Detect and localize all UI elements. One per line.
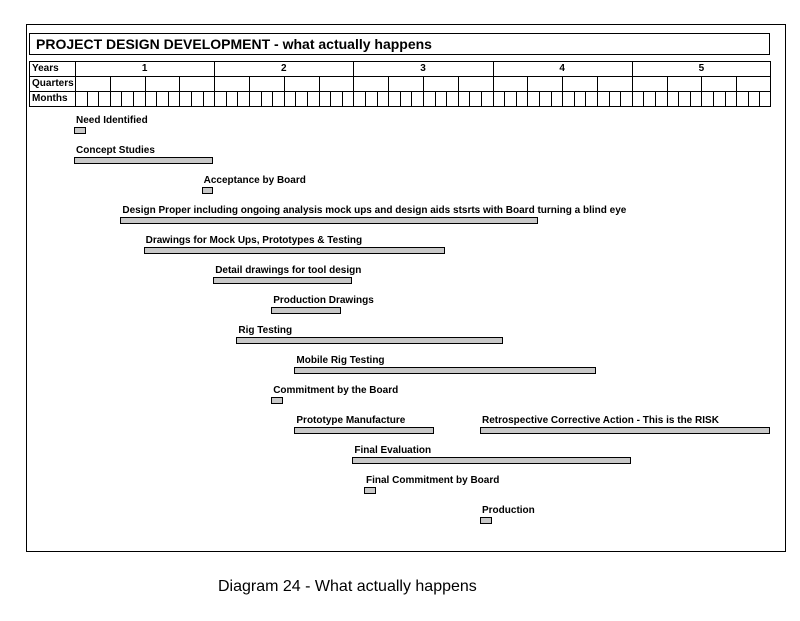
month-divider — [191, 92, 192, 106]
years-row-label: Years — [32, 63, 59, 74]
month-divider — [237, 92, 238, 106]
quarter-divider — [110, 77, 111, 106]
label-column-divider — [75, 62, 76, 106]
month-divider — [226, 92, 227, 106]
year-divider — [632, 62, 633, 106]
month-divider — [330, 92, 331, 106]
month-divider — [713, 92, 714, 106]
timeline-header — [29, 61, 771, 107]
task-bar — [144, 247, 446, 254]
task-bar — [480, 517, 492, 524]
task-bar — [120, 217, 538, 224]
month-divider — [585, 92, 586, 106]
quarter-divider — [458, 77, 459, 106]
quarter-divider — [284, 77, 285, 106]
quarter-divider — [179, 77, 180, 106]
month-divider — [469, 92, 470, 106]
year-divider — [214, 62, 215, 106]
title-box — [29, 33, 770, 55]
task-label: Commitment by the Board — [273, 385, 399, 396]
month-divider — [516, 92, 517, 106]
month-divider — [133, 92, 134, 106]
month-divider — [87, 92, 88, 106]
year-label: 3 — [420, 63, 426, 74]
month-divider — [748, 92, 749, 106]
task-label: Production Drawings — [273, 295, 374, 306]
quarter-divider — [562, 77, 563, 106]
task-label: Concept Studies — [76, 145, 155, 156]
month-divider — [121, 92, 122, 106]
task-label: Production — [482, 505, 535, 516]
task-bar — [352, 457, 630, 464]
year-label: 4 — [559, 63, 565, 74]
task-bar — [236, 337, 503, 344]
month-divider — [307, 92, 308, 106]
month-divider — [725, 92, 726, 106]
task-bar — [364, 487, 376, 494]
month-divider — [261, 92, 262, 106]
month-divider — [504, 92, 505, 106]
diagram-caption: Diagram 24 - What actually happens — [218, 578, 477, 595]
task-label: Acceptance by Board — [203, 175, 306, 186]
month-divider — [168, 92, 169, 106]
month-divider — [539, 92, 540, 106]
task-label: Detail drawings for tool design — [215, 265, 362, 276]
task-label: Prototype Manufacture — [296, 415, 406, 426]
quarter-divider — [388, 77, 389, 106]
task-label: Final Commitment by Board — [366, 475, 500, 486]
year-divider — [493, 62, 494, 106]
quarter-divider — [527, 77, 528, 106]
task-label: Design Proper including ongoing analysis mock ups and design aids stsrts with Board turning a blind eye — [122, 205, 627, 216]
quarters-row — [30, 77, 770, 92]
task-bar — [480, 427, 770, 434]
month-divider — [643, 92, 644, 106]
task-bar — [213, 277, 352, 284]
month-divider — [446, 92, 447, 106]
diagram-title: PROJECT DESIGN DEVELOPMENT - what actually happens — [36, 36, 432, 52]
year-label: 1 — [141, 63, 148, 74]
year-divider — [353, 62, 354, 106]
month-divider — [551, 92, 552, 106]
month-divider — [655, 92, 656, 106]
month-divider — [377, 92, 378, 106]
month-divider — [272, 92, 273, 106]
month-divider — [342, 92, 343, 106]
year-label: 5 — [698, 63, 705, 74]
month-divider — [400, 92, 401, 106]
month-divider — [295, 92, 296, 106]
month-divider — [435, 92, 436, 106]
quarter-divider — [145, 77, 146, 106]
quarter-divider — [736, 77, 737, 106]
month-divider — [98, 92, 99, 106]
month-divider — [609, 92, 610, 106]
task-label: Mobile Rig Testing — [296, 355, 385, 366]
task-bar — [294, 367, 596, 374]
task-bar — [74, 157, 213, 164]
month-divider — [620, 92, 621, 106]
month-divider — [156, 92, 157, 106]
task-label: Rig Testing — [238, 325, 293, 336]
month-divider — [690, 92, 691, 106]
quarter-divider — [319, 77, 320, 106]
quarter-divider — [701, 77, 702, 106]
task-label: Need Identified — [76, 115, 148, 126]
quarter-divider — [667, 77, 668, 106]
task-bar — [271, 307, 341, 314]
quarter-divider — [423, 77, 424, 106]
month-divider — [678, 92, 679, 106]
task-bar — [74, 127, 86, 134]
task-label: Final Evaluation — [354, 445, 432, 456]
year-label: 2 — [281, 63, 287, 74]
quarter-divider — [597, 77, 598, 106]
month-divider — [574, 92, 575, 106]
task-bar — [271, 397, 283, 404]
quarters-row-label: Quarters — [32, 78, 74, 89]
month-divider — [481, 92, 482, 106]
month-divider — [365, 92, 366, 106]
task-bar — [294, 427, 433, 434]
month-divider — [759, 92, 760, 106]
task-label: Drawings for Mock Ups, Prototypes & Testing — [145, 235, 363, 246]
month-divider — [411, 92, 412, 106]
task-label: Retrospective Corrective Action - This is the RISK — [482, 415, 719, 426]
months-row-label: Months — [32, 93, 68, 104]
month-divider — [203, 92, 204, 106]
quarter-divider — [249, 77, 250, 106]
task-bar — [202, 187, 214, 194]
row-divider — [30, 76, 770, 77]
